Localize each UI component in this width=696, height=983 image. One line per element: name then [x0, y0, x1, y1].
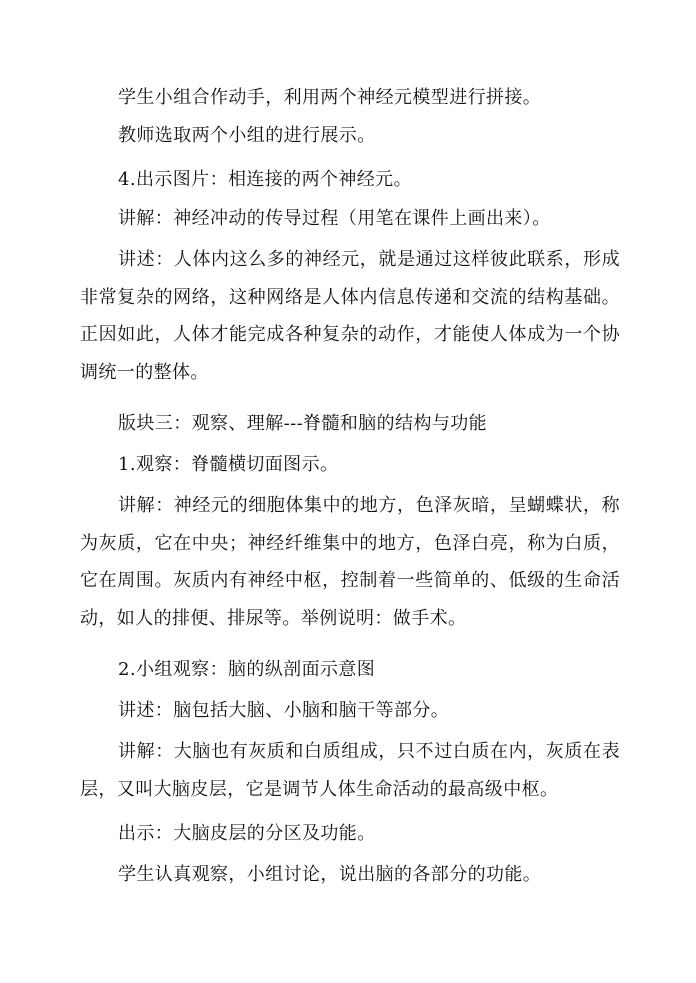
paragraph-cerebrum-cortex: 讲解：大脑也有灰质和白质组成，只不过白质在内，灰质在表层，又叫大脑皮层，它是调节人体生命活动的最高级中枢。: [80, 741, 620, 800]
paragraph-show-picture: 4.出示图片：相连接的两个神经元。: [118, 169, 412, 190]
paragraph-brain-parts: 讲述：脑包括大脑、小脑和脑干等部分。: [118, 700, 450, 721]
paragraph-show-cortex-areas: 出示：大脑皮层的分区及功能。: [118, 823, 376, 844]
paragraph-observe-spinal-cord: 1.观察：脊髓横切面图示。: [118, 454, 339, 475]
paragraph-student-discussion: 学生认真观察，小组讨论，说出脑的各部分的功能。: [118, 864, 542, 885]
paragraph-grey-white-matter: 讲解：神经元的细胞体集中的地方，色泽灰暗，呈蝴蝶状，称为灰质，它在中央；神经纤维集中的地方，色泽白亮，称为白质，它在周围。灰质内有神经中枢，控制着一些简单的、低级的生命活动，如人的排便、排尿等。举例说明：做手术。: [80, 495, 620, 629]
paragraph-neuron-network: 讲述：人体内这么多的神经元，就是通过这样彼此联系，形成非常复杂的网络，这种网络是人体内信息传递和交流的结构基础。正因如此，人体才能完成各种复杂的动作，才能使人体成为一个协调统一的整体。: [80, 249, 620, 383]
paragraph-teacher-display: 教师选取两个小组的进行展示。: [118, 125, 376, 146]
section-heading-block-three: 版块三：观察、理解---脊髓和脑的结构与功能: [118, 413, 488, 434]
paragraph-group-assembly: 学生小组合作动手，利用两个神经元模型进行拼接。: [118, 87, 542, 108]
paragraph-group-observe-brain: 2.小组观察：脑的纵剖面示意图: [118, 659, 376, 680]
paragraph-explain-conduction: 讲解：神经冲动的传导过程（用笔在课件上画出来）。: [118, 208, 551, 229]
